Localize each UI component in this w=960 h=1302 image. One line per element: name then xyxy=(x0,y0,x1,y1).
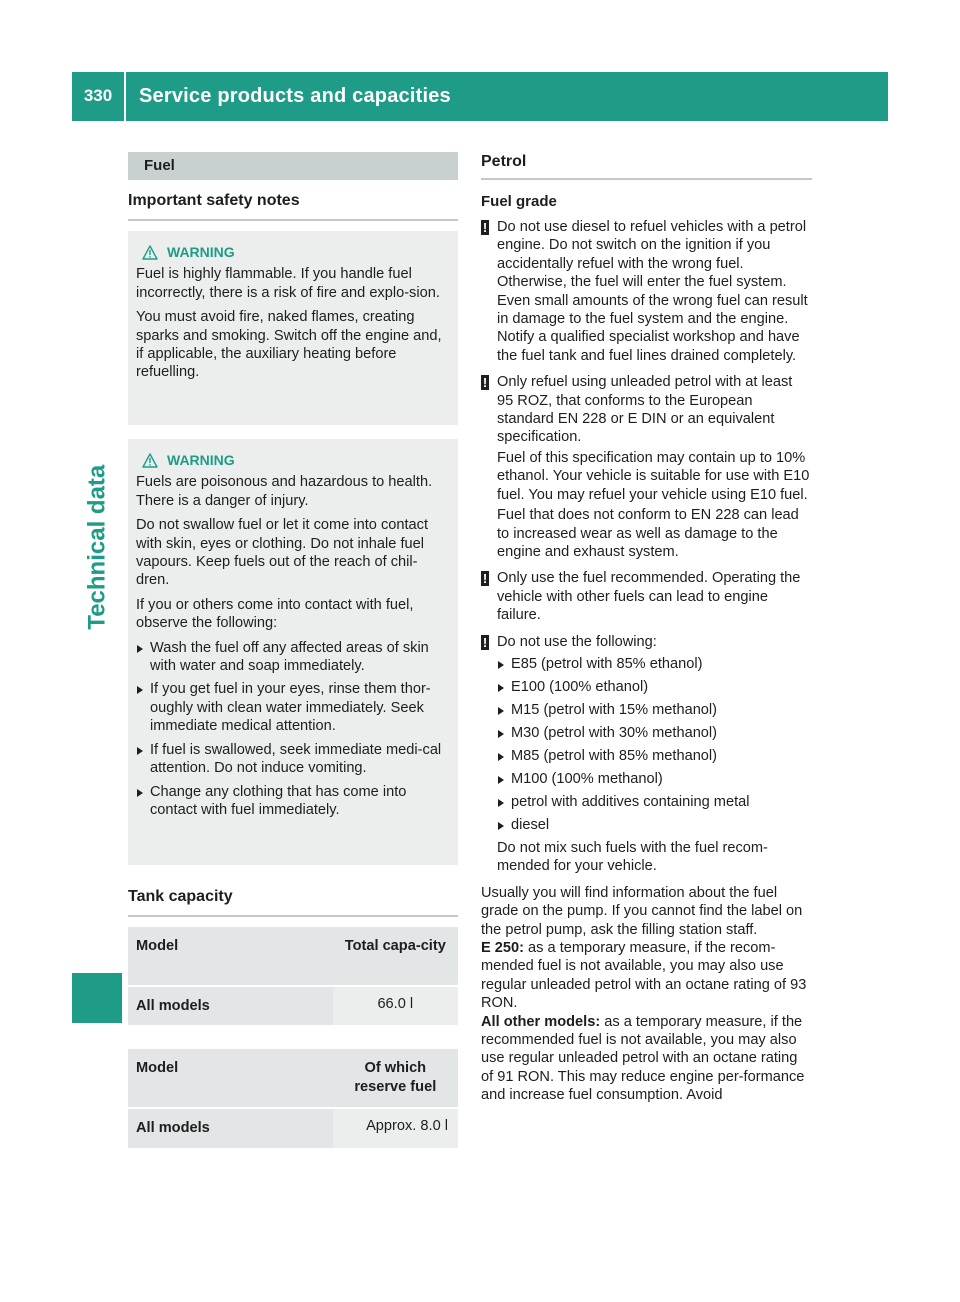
reserve-fuel-table xyxy=(128,1047,458,1149)
list-item: petrol with additives containing metal xyxy=(497,793,812,811)
body-paragraph xyxy=(481,1013,812,1105)
exclamation-icon: ! xyxy=(482,220,488,235)
model-text: as a temporary measure, if the recom-mended fuel is not available, you may also use regular unleaded petrol with an octane rating of 93 RON. xyxy=(481,939,807,1012)
page-number: 330 xyxy=(83,86,113,106)
prohibited-fuels-list xyxy=(497,655,812,834)
warning-text: Fuels are poisonous and hazardous to health. There is a danger of injury. xyxy=(136,474,433,509)
notice-text: Only use the fuel recommended. Operating the vehicle with other fuels can lead to engine failure. xyxy=(497,570,801,624)
warning-label: WARNING xyxy=(167,452,235,468)
petrol-heading: Petrol xyxy=(481,152,812,180)
page-title: Service products and capacities xyxy=(139,85,451,108)
warning-text: Fuel is highly flammable. If you handle fuel incorrectly, there is a risk of fire and explo-sion. xyxy=(136,266,440,301)
table-row xyxy=(128,1109,458,1147)
list-item: If fuel is swallowed, seek immediate medi-cal attention. Do not induce vomiting. xyxy=(136,741,450,778)
tank-capacity-heading: Tank capacity xyxy=(128,887,458,917)
notice-text: Only refuel using unleaded petrol with at least 95 ROZ, that conforms to the European standard EN 228 or E DIN or an equivalent specification. xyxy=(497,374,793,446)
side-tab-marker xyxy=(72,973,122,1023)
body-paragraph: Usually you will find information about the fuel grade on the pump. If you cannot find the label on the petrol pump, ask the filling station staff. xyxy=(481,884,803,938)
table-cell: All models xyxy=(128,1109,333,1147)
list-item: M85 (petrol with 85% methanol) xyxy=(497,747,812,765)
side-tab xyxy=(72,121,122,973)
list-item: Change any clothing that has come into contact with fuel immediately. xyxy=(136,783,450,820)
notice-text: Fuel that does not conform to EN 228 can lead to increased wear as well as damage to the engine and exhaust system. xyxy=(497,507,799,560)
list-item: M100 (100% methanol) xyxy=(497,770,812,788)
exclamation-icon: ! xyxy=(482,375,488,391)
warning-triangle-icon xyxy=(142,245,158,260)
safety-notes-heading: Important safety notes xyxy=(128,191,458,221)
exclamation-icon: ! xyxy=(482,571,488,587)
warning-triangle-icon xyxy=(142,453,158,468)
table-row xyxy=(128,1049,458,1107)
fuel-grade-heading: Fuel grade xyxy=(481,193,557,210)
side-tab-label: Technical data xyxy=(82,464,110,630)
list-item: M15 (petrol with 15% methanol) xyxy=(497,701,812,719)
table-header-cell: Model xyxy=(128,1049,333,1107)
header-bar xyxy=(72,72,888,121)
table-row xyxy=(128,987,458,1025)
first-aid-list xyxy=(136,639,450,820)
warning-box-flammable xyxy=(128,231,458,425)
notice-item xyxy=(481,569,812,624)
notice-text: Fuel of this specification may contain up to 10% ethanol. Your vehicle is suitable for use with E10 fuel. You may refuel your vehicle using E10 fuel. xyxy=(497,449,810,503)
exclamation-icon: ! xyxy=(482,634,488,650)
notice-text: Do not use the following: xyxy=(497,633,657,650)
right-column xyxy=(481,152,812,1105)
table-cell: 66.0 l xyxy=(333,987,458,1025)
warning-text: Do not swallow fuel or let it come into contact with skin, eyes or clothing. Do not inhale fuel vapours. Keep fuels out of the reach of chil-dren. xyxy=(136,517,429,589)
table-row xyxy=(128,927,458,985)
table-cell: All models xyxy=(128,987,333,1025)
list-item: If you get fuel in your eyes, rinse them thor-oughly with clean water immediately. Seek immediate medical attention. xyxy=(136,680,450,735)
notice-item xyxy=(481,633,812,876)
warning-box-poisonous xyxy=(128,439,458,865)
table-header-cell: Model xyxy=(128,927,333,985)
tank-capacity-table xyxy=(128,925,458,1027)
list-item: M30 (petrol with 30% methanol) xyxy=(497,724,812,742)
notice-text: Do not mix such fuels with the fuel recom-mended for your vehicle. xyxy=(497,839,768,875)
model-label: All other models: xyxy=(481,1013,601,1030)
table-header-cell: Of which reserve fuel xyxy=(333,1049,458,1107)
body-paragraph xyxy=(481,939,812,1013)
list-item: E85 (petrol with 85% ethanol) xyxy=(497,655,812,673)
notice-item xyxy=(481,373,812,561)
model-label: E 250: xyxy=(481,939,524,956)
model-text: as a temporary measure, if the recommended fuel is not available, you may also use regular unleaded petrol with an octane rating of 91 RON. This may reduce engine per-formance and increase fuel consumption. Avoid xyxy=(481,1013,805,1104)
table-cell: Approx. 8.0 l xyxy=(333,1109,458,1147)
warning-label: WARNING xyxy=(167,244,235,260)
table-header-cell: Total capa-city xyxy=(333,927,458,985)
warning-header xyxy=(142,243,450,261)
list-item: E100 (100% ethanol) xyxy=(497,678,812,696)
warning-text: If you or others come into contact with fuel, observe the following: xyxy=(136,596,414,632)
notice-item xyxy=(481,218,812,365)
section-band-fuel: Fuel xyxy=(128,152,458,180)
notice-text: Do not use diesel to refuel vehicles with a petrol engine. Do not switch on the ignition if you accidentally refuel with the wrong fuel. Otherwise, the fuel will enter the fuel system. Even small amounts of the wrong fuel can result in damage to the fuel system and the engine. Notify a qualified specialist workshop and have the fuel tank and fuel lines drained completely. xyxy=(497,219,808,364)
list-item: diesel xyxy=(497,816,812,834)
left-column xyxy=(128,152,458,1150)
warning-header xyxy=(142,451,450,469)
warning-text: You must avoid fire, naked flames, creating sparks and smoking. Switch off the engine and, if applicable, the auxiliary heating before refuelling. xyxy=(136,309,442,381)
list-item: Wash the fuel off any affected areas of skin with water and soap immediately. xyxy=(136,639,450,676)
